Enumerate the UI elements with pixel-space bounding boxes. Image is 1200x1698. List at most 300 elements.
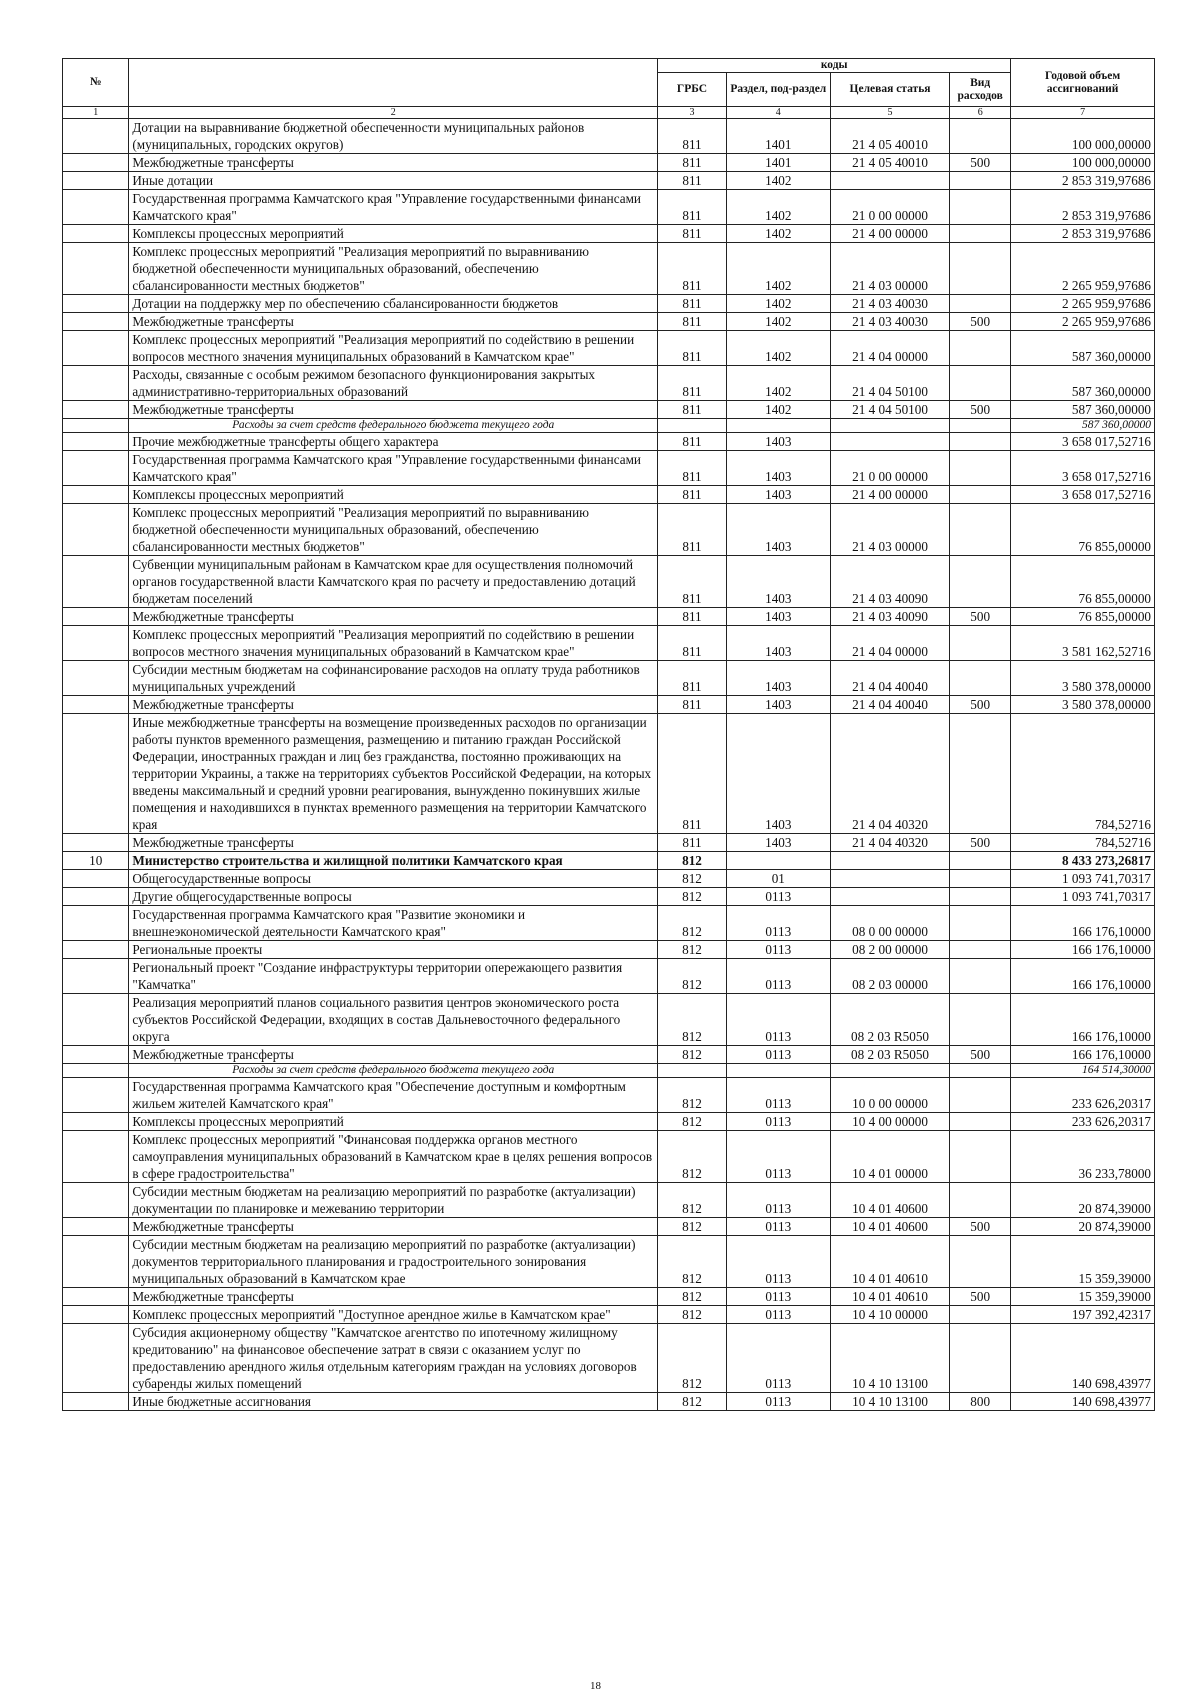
- section-code-cell: 0113: [726, 1131, 830, 1183]
- section-code-cell: 0113: [726, 1113, 830, 1131]
- target-code-cell: 10 4 00 00000: [830, 1113, 949, 1131]
- expense-name-cell: Дотации на поддержку мер по обеспечению сбалансированности бюджетов: [129, 295, 658, 313]
- grbs-code-cell: 812: [658, 870, 727, 888]
- table-row: [63, 906, 1155, 941]
- row-number-cell: [63, 313, 129, 331]
- table-row: [63, 1113, 1155, 1131]
- expense-kind-code-cell: [950, 1131, 1011, 1183]
- section-code-cell: 1402: [726, 331, 830, 366]
- section-code-cell: 1403: [726, 696, 830, 714]
- amount-cell: 36 233,78000: [1011, 1131, 1155, 1183]
- amount-cell: 2 853 319,97686: [1011, 190, 1155, 225]
- amount-cell: 20 874,39000: [1011, 1218, 1155, 1236]
- expense-name-cell: Субвенции муниципальным районам в Камчатском крае для осуществления полномочий органов государственной власти Камчатского края по расчету и предоставлению дотаций бюджетам поселений: [129, 556, 658, 608]
- row-number-cell: [63, 906, 129, 941]
- expense-kind-code-cell: 500: [950, 696, 1011, 714]
- expense-name-cell: Государственная программа Камчатского края "Управление государственными финансами Камчатского края": [129, 190, 658, 225]
- table-row: [63, 696, 1155, 714]
- grbs-code-cell: 812: [658, 1288, 727, 1306]
- section-code-cell: 1403: [726, 486, 830, 504]
- grbs-code-cell: 812: [658, 994, 727, 1046]
- table-row: [63, 1393, 1155, 1411]
- row-number-cell: [63, 1113, 129, 1131]
- table-row: [63, 661, 1155, 696]
- col-index: 7: [1011, 107, 1155, 119]
- section-code-cell: 1403: [726, 451, 830, 486]
- amount-cell: 3 581 162,52716: [1011, 626, 1155, 661]
- row-number-cell: [63, 661, 129, 696]
- grbs-code-cell: 812: [658, 1131, 727, 1183]
- col-index: 5: [830, 107, 949, 119]
- amount-cell: 140 698,43977: [1011, 1393, 1155, 1411]
- expense-kind-code-cell: [950, 1113, 1011, 1131]
- grbs-code-cell: 811: [658, 626, 727, 661]
- amount-cell: 1 093 741,70317: [1011, 888, 1155, 906]
- amount-cell: 1 093 741,70317: [1011, 870, 1155, 888]
- section-code-cell: [726, 419, 830, 433]
- grbs-code-cell: 812: [658, 959, 727, 994]
- amount-cell: 166 176,10000: [1011, 1046, 1155, 1064]
- expense-kind-code-cell: [950, 906, 1011, 941]
- amount-cell: 3 658 017,52716: [1011, 433, 1155, 451]
- target-code-cell: [830, 870, 949, 888]
- expense-name-cell: Комплекс процессных мероприятий "Реализация мероприятий по содействию в решении вопросов местного значения муниципальных образований в Камчатском крае": [129, 626, 658, 661]
- expense-name-cell: Межбюджетные трансферты: [129, 1288, 658, 1306]
- table-row: [63, 504, 1155, 556]
- amount-cell: 166 176,10000: [1011, 959, 1155, 994]
- row-number-cell: [63, 504, 129, 556]
- row-number-cell: [63, 1236, 129, 1288]
- expense-kind-code-cell: [950, 225, 1011, 243]
- header-amount: Годовой объем ассигнований: [1011, 59, 1155, 107]
- expense-name-cell: Министерство строительства и жилищной политики Камчатского края: [129, 852, 658, 870]
- row-number-cell: [63, 1288, 129, 1306]
- header-target: Целевая статья: [830, 73, 949, 107]
- expense-kind-code-cell: 500: [950, 1218, 1011, 1236]
- amount-cell: 2 853 319,97686: [1011, 172, 1155, 190]
- expense-name-cell: Комплексы процессных мероприятий: [129, 486, 658, 504]
- expense-name-cell: Расходы за счет средств федерального бюджета текущего года: [129, 419, 658, 433]
- expense-name-cell: Субсидии местным бюджетам на софинансирование расходов на оплату труда работников муниципальных учреждений: [129, 661, 658, 696]
- expense-kind-code-cell: [950, 504, 1011, 556]
- expense-name-cell: Расходы за счет средств федерального бюджета текущего года: [129, 1064, 658, 1078]
- table-row: [63, 1324, 1155, 1393]
- expense-kind-code-cell: [950, 994, 1011, 1046]
- grbs-code-cell: 812: [658, 1218, 727, 1236]
- target-code-cell: 21 4 04 00000: [830, 626, 949, 661]
- grbs-code-cell: 811: [658, 243, 727, 295]
- section-code-cell: 0113: [726, 888, 830, 906]
- table-row: [63, 1306, 1155, 1324]
- section-code-cell: [726, 1064, 830, 1078]
- row-number-cell: [63, 870, 129, 888]
- section-code-cell: 0113: [726, 941, 830, 959]
- expense-name-cell: Комплексы процессных мероприятий: [129, 225, 658, 243]
- expense-kind-code-cell: 800: [950, 1393, 1011, 1411]
- row-number-cell: [63, 1393, 129, 1411]
- target-code-cell: 21 4 04 00000: [830, 331, 949, 366]
- row-number-cell: [63, 1218, 129, 1236]
- header-num: №: [63, 59, 129, 107]
- row-number-cell: [63, 1046, 129, 1064]
- grbs-code-cell: 812: [658, 1324, 727, 1393]
- row-number-cell: [63, 243, 129, 295]
- table-row: [63, 714, 1155, 834]
- amount-cell: 15 359,39000: [1011, 1236, 1155, 1288]
- target-code-cell: 21 4 04 40320: [830, 834, 949, 852]
- section-code-cell: 1401: [726, 154, 830, 172]
- table-row: [63, 190, 1155, 225]
- row-number-cell: [63, 556, 129, 608]
- target-code-cell: 10 4 01 00000: [830, 1131, 949, 1183]
- amount-cell: 197 392,42317: [1011, 1306, 1155, 1324]
- col-index: 4: [726, 107, 830, 119]
- expense-name-cell: Общегосударственные вопросы: [129, 870, 658, 888]
- section-code-cell: 1402: [726, 401, 830, 419]
- target-code-cell: 08 2 03 00000: [830, 959, 949, 994]
- page-number: 18: [590, 1680, 601, 1692]
- amount-cell: 784,52716: [1011, 714, 1155, 834]
- expense-name-cell: Межбюджетные трансферты: [129, 154, 658, 172]
- amount-cell: 100 000,00000: [1011, 119, 1155, 154]
- row-number-cell: [63, 154, 129, 172]
- target-code-cell: 10 4 10 13100: [830, 1393, 949, 1411]
- row-number-cell: [63, 225, 129, 243]
- section-code-cell: 1403: [726, 626, 830, 661]
- expense-kind-code-cell: 500: [950, 1288, 1011, 1306]
- row-number-cell: [63, 1078, 129, 1113]
- table-row: [63, 451, 1155, 486]
- grbs-code-cell: 811: [658, 366, 727, 401]
- table-row: [63, 959, 1155, 994]
- header-name: [129, 59, 658, 107]
- section-code-cell: 0113: [726, 1183, 830, 1218]
- row-number-cell: [63, 433, 129, 451]
- expense-kind-code-cell: [950, 433, 1011, 451]
- expense-kind-code-cell: [950, 486, 1011, 504]
- amount-cell: 166 176,10000: [1011, 994, 1155, 1046]
- table-row: [63, 834, 1155, 852]
- amount-cell: 2 265 959,97686: [1011, 295, 1155, 313]
- row-number-cell: [63, 295, 129, 313]
- amount-cell: 2 265 959,97686: [1011, 243, 1155, 295]
- expense-name-cell: Межбюджетные трансферты: [129, 696, 658, 714]
- expense-name-cell: Межбюджетные трансферты: [129, 401, 658, 419]
- expense-kind-code-cell: [950, 366, 1011, 401]
- federal-budget-row: [63, 419, 1155, 433]
- expense-kind-code-cell: [950, 1064, 1011, 1078]
- expense-name-cell: Межбюджетные трансферты: [129, 1046, 658, 1064]
- grbs-code-cell: 811: [658, 401, 727, 419]
- expense-name-cell: Комплекс процессных мероприятий "Реализация мероприятий по содействию в решении вопросов местного значения муниципальных образований в Камчатском крае": [129, 331, 658, 366]
- amount-cell: 2 265 959,97686: [1011, 313, 1155, 331]
- amount-cell: 140 698,43977: [1011, 1324, 1155, 1393]
- target-code-cell: 21 4 05 40010: [830, 119, 949, 154]
- row-number-cell: [63, 419, 129, 433]
- amount-cell: 3 658 017,52716: [1011, 451, 1155, 486]
- target-code-cell: [830, 1064, 949, 1078]
- expense-kind-code-cell: 500: [950, 313, 1011, 331]
- expense-kind-code-cell: [950, 959, 1011, 994]
- section-code-cell: 1402: [726, 190, 830, 225]
- expense-name-cell: Субсидии местным бюджетам на реализацию мероприятий по разработке (актуализации) документов территориального планирования и градостроительного зонирования муниципальных образований в Камчатском крае: [129, 1236, 658, 1288]
- target-code-cell: 21 4 04 50100: [830, 366, 949, 401]
- table-row: [63, 225, 1155, 243]
- section-code-cell: 1401: [726, 119, 830, 154]
- expense-kind-code-cell: [950, 1324, 1011, 1393]
- table-row: [63, 626, 1155, 661]
- target-code-cell: 21 4 04 40040: [830, 696, 949, 714]
- expense-name-cell: Субсидия акционерному обществу "Камчатское агентство по ипотечному жилищному кредитованию" на финансовое обеспечение затрат в связи с оказанием услуг по предоставлению арендного жилья отдельным категориям граждан на условиях договоров субаренды жилых помещений: [129, 1324, 658, 1393]
- grbs-code-cell: 811: [658, 696, 727, 714]
- target-code-cell: 08 2 03 R5050: [830, 1046, 949, 1064]
- table-row: [63, 994, 1155, 1046]
- grbs-code-cell: 811: [658, 119, 727, 154]
- col-index: 2: [129, 107, 658, 119]
- row-number-cell: [63, 626, 129, 661]
- expense-name-cell: Региональный проект "Создание инфраструктуры территории опережающего развития "Камчатка": [129, 959, 658, 994]
- section-code-cell: 1402: [726, 366, 830, 401]
- table-row: [63, 852, 1155, 870]
- table-row: [63, 486, 1155, 504]
- expense-kind-code-cell: [950, 295, 1011, 313]
- target-code-cell: 08 2 00 00000: [830, 941, 949, 959]
- row-number-cell: [63, 451, 129, 486]
- expense-kind-code-cell: [950, 852, 1011, 870]
- section-code-cell: 0113: [726, 1218, 830, 1236]
- table-row: [63, 870, 1155, 888]
- section-code-cell: 0113: [726, 959, 830, 994]
- row-number-cell: [63, 1306, 129, 1324]
- expense-name-cell: Государственная программа Камчатского края "Развитие экономики и внешнеэкономической деятельности Камчатского края": [129, 906, 658, 941]
- table-body: [63, 119, 1155, 1411]
- amount-cell: 15 359,39000: [1011, 1288, 1155, 1306]
- expense-name-cell: Комплекс процессных мероприятий "Реализация мероприятий по выравниванию бюджетной обеспеченности муниципальных образований, обеспечению сбалансированности местных бюджетов": [129, 504, 658, 556]
- grbs-code-cell: 811: [658, 486, 727, 504]
- grbs-code-cell: 811: [658, 154, 727, 172]
- amount-cell: 587 360,00000: [1011, 419, 1155, 433]
- expense-name-cell: Иные дотации: [129, 172, 658, 190]
- grbs-code-cell: 811: [658, 190, 727, 225]
- expense-kind-code-cell: 500: [950, 608, 1011, 626]
- amount-cell: 8 433 273,26817: [1011, 852, 1155, 870]
- row-number-cell: 10: [63, 852, 129, 870]
- amount-cell: 76 855,00000: [1011, 556, 1155, 608]
- grbs-code-cell: 812: [658, 1393, 727, 1411]
- amount-cell: 76 855,00000: [1011, 608, 1155, 626]
- grbs-code-cell: 811: [658, 295, 727, 313]
- expense-kind-code-cell: [950, 451, 1011, 486]
- expense-name-cell: Межбюджетные трансферты: [129, 313, 658, 331]
- section-code-cell: 01: [726, 870, 830, 888]
- section-code-cell: 1403: [726, 834, 830, 852]
- amount-cell: 233 626,20317: [1011, 1113, 1155, 1131]
- row-number-cell: [63, 608, 129, 626]
- budget-table: [62, 58, 1155, 1411]
- expense-kind-code-cell: [950, 1183, 1011, 1218]
- table-row: [63, 1131, 1155, 1183]
- grbs-code-cell: 812: [658, 1236, 727, 1288]
- amount-cell: 784,52716: [1011, 834, 1155, 852]
- table-row: [63, 1078, 1155, 1113]
- target-code-cell: 10 4 01 40610: [830, 1236, 949, 1288]
- section-code-cell: 0113: [726, 1078, 830, 1113]
- table-row: [63, 1218, 1155, 1236]
- amount-cell: 76 855,00000: [1011, 504, 1155, 556]
- row-number-cell: [63, 486, 129, 504]
- grbs-code-cell: [658, 419, 727, 433]
- amount-cell: 587 360,00000: [1011, 401, 1155, 419]
- table-row: [63, 1183, 1155, 1218]
- row-number-cell: [63, 366, 129, 401]
- row-number-cell: [63, 1183, 129, 1218]
- amount-cell: 587 360,00000: [1011, 366, 1155, 401]
- row-number-cell: [63, 888, 129, 906]
- table-row: [63, 941, 1155, 959]
- expense-name-cell: Комплекс процессных мероприятий "Доступное арендное жилье в Камчатском крае": [129, 1306, 658, 1324]
- section-code-cell: 1403: [726, 661, 830, 696]
- expense-kind-code-cell: [950, 626, 1011, 661]
- header-kind: Вид расходов: [950, 73, 1011, 107]
- expense-kind-code-cell: [950, 419, 1011, 433]
- header-codes: коды: [658, 59, 1011, 73]
- expense-kind-code-cell: [950, 190, 1011, 225]
- target-code-cell: [830, 433, 949, 451]
- grbs-code-cell: 812: [658, 1046, 727, 1064]
- target-code-cell: 10 4 01 40600: [830, 1183, 949, 1218]
- amount-cell: 166 176,10000: [1011, 941, 1155, 959]
- col-index: 1: [63, 107, 129, 119]
- section-code-cell: 1403: [726, 433, 830, 451]
- table-row: [63, 401, 1155, 419]
- grbs-code-cell: 812: [658, 852, 727, 870]
- grbs-code-cell: 811: [658, 172, 727, 190]
- section-code-cell: 0113: [726, 994, 830, 1046]
- expense-name-cell: Региональные проекты: [129, 941, 658, 959]
- row-number-cell: [63, 401, 129, 419]
- table-row: [63, 1288, 1155, 1306]
- expense-kind-code-cell: [950, 172, 1011, 190]
- expense-name-cell: Комплекс процессных мероприятий "Реализация мероприятий по выравниванию бюджетной обеспеченности муниципальных образований, обеспечению сбалансированности местных бюджетов": [129, 243, 658, 295]
- table-row: [63, 243, 1155, 295]
- table-row: [63, 313, 1155, 331]
- row-number-cell: [63, 1064, 129, 1078]
- grbs-code-cell: 811: [658, 313, 727, 331]
- grbs-code-cell: 812: [658, 1306, 727, 1324]
- expense-kind-code-cell: [950, 243, 1011, 295]
- table-row: [63, 154, 1155, 172]
- target-code-cell: 21 4 04 40040: [830, 661, 949, 696]
- expense-name-cell: Дотации на выравнивание бюджетной обеспеченности муниципальных районов (муниципальных, городских округов): [129, 119, 658, 154]
- section-code-cell: 0113: [726, 1046, 830, 1064]
- section-code-cell: 1402: [726, 225, 830, 243]
- expense-kind-code-cell: 500: [950, 834, 1011, 852]
- grbs-code-cell: 812: [658, 1183, 727, 1218]
- table-row: [63, 1236, 1155, 1288]
- header-section: Раздел, под-раздел: [726, 73, 830, 107]
- table-row: [63, 433, 1155, 451]
- grbs-code-cell: 812: [658, 888, 727, 906]
- table-row: [63, 331, 1155, 366]
- section-code-cell: 1403: [726, 714, 830, 834]
- amount-cell: 3 580 378,00000: [1011, 696, 1155, 714]
- header-grbs: ГРБС: [658, 73, 727, 107]
- row-number-cell: [63, 331, 129, 366]
- section-code-cell: 1402: [726, 243, 830, 295]
- expense-name-cell: Прочие межбюджетные трансферты общего характера: [129, 433, 658, 451]
- section-code-cell: [726, 852, 830, 870]
- target-code-cell: 10 4 10 13100: [830, 1324, 949, 1393]
- expense-name-cell: Государственная программа Камчатского края "Управление государственными финансами Камчатского края": [129, 451, 658, 486]
- target-code-cell: 08 0 00 00000: [830, 906, 949, 941]
- expense-kind-code-cell: [950, 714, 1011, 834]
- row-number-cell: [63, 959, 129, 994]
- section-code-cell: 0113: [726, 1393, 830, 1411]
- section-code-cell: 1402: [726, 295, 830, 313]
- expense-kind-code-cell: [950, 1236, 1011, 1288]
- amount-cell: 587 360,00000: [1011, 331, 1155, 366]
- target-code-cell: 21 0 00 00000: [830, 190, 949, 225]
- row-number-cell: [63, 1131, 129, 1183]
- expense-name-cell: Межбюджетные трансферты: [129, 1218, 658, 1236]
- row-number-cell: [63, 172, 129, 190]
- row-number-cell: [63, 696, 129, 714]
- target-code-cell: 21 0 00 00000: [830, 451, 949, 486]
- grbs-code-cell: 812: [658, 1078, 727, 1113]
- section-code-cell: 0113: [726, 906, 830, 941]
- row-number-cell: [63, 190, 129, 225]
- table-row: [63, 295, 1155, 313]
- target-code-cell: [830, 852, 949, 870]
- section-code-cell: 1403: [726, 608, 830, 626]
- target-code-cell: 21 4 04 50100: [830, 401, 949, 419]
- grbs-code-cell: 812: [658, 906, 727, 941]
- target-code-cell: 10 4 10 00000: [830, 1306, 949, 1324]
- target-code-cell: 21 4 00 00000: [830, 225, 949, 243]
- section-code-cell: 1403: [726, 504, 830, 556]
- grbs-code-cell: 811: [658, 451, 727, 486]
- row-number-cell: [63, 834, 129, 852]
- expense-name-cell: Комплекс процессных мероприятий "Финансовая поддержка органов местного самоуправления муниципальных образований в Камчатском крае в целях решения вопросов в сфере градостроительства": [129, 1131, 658, 1183]
- expense-kind-code-cell: [950, 661, 1011, 696]
- target-code-cell: [830, 888, 949, 906]
- budget-sheet: [62, 58, 1155, 1411]
- expense-kind-code-cell: 500: [950, 154, 1011, 172]
- section-code-cell: 1402: [726, 313, 830, 331]
- column-index-row: [63, 107, 1155, 119]
- grbs-code-cell: 811: [658, 433, 727, 451]
- section-code-cell: 0113: [726, 1306, 830, 1324]
- expense-kind-code-cell: [950, 941, 1011, 959]
- expense-name-cell: Субсидии местным бюджетам на реализацию мероприятий по разработке (актуализации) документации по планировке и межеванию территории: [129, 1183, 658, 1218]
- target-code-cell: 21 4 03 40030: [830, 313, 949, 331]
- target-code-cell: [830, 172, 949, 190]
- grbs-code-cell: 812: [658, 941, 727, 959]
- expense-name-cell: Межбюджетные трансферты: [129, 608, 658, 626]
- table-row: [63, 556, 1155, 608]
- target-code-cell: 10 4 01 40610: [830, 1288, 949, 1306]
- section-code-cell: 0113: [726, 1324, 830, 1393]
- expense-name-cell: Другие общегосударственные вопросы: [129, 888, 658, 906]
- grbs-code-cell: 811: [658, 556, 727, 608]
- target-code-cell: 21 4 03 40030: [830, 295, 949, 313]
- section-code-cell: 1402: [726, 172, 830, 190]
- expense-name-cell: Реализация мероприятий планов социального развития центров экономического роста субъектов Российской Федерации, входящих в состав Дальневосточного федерального округа: [129, 994, 658, 1046]
- federal-budget-row: [63, 1064, 1155, 1078]
- expense-kind-code-cell: [950, 331, 1011, 366]
- amount-cell: 3 658 017,52716: [1011, 486, 1155, 504]
- expense-kind-code-cell: [950, 888, 1011, 906]
